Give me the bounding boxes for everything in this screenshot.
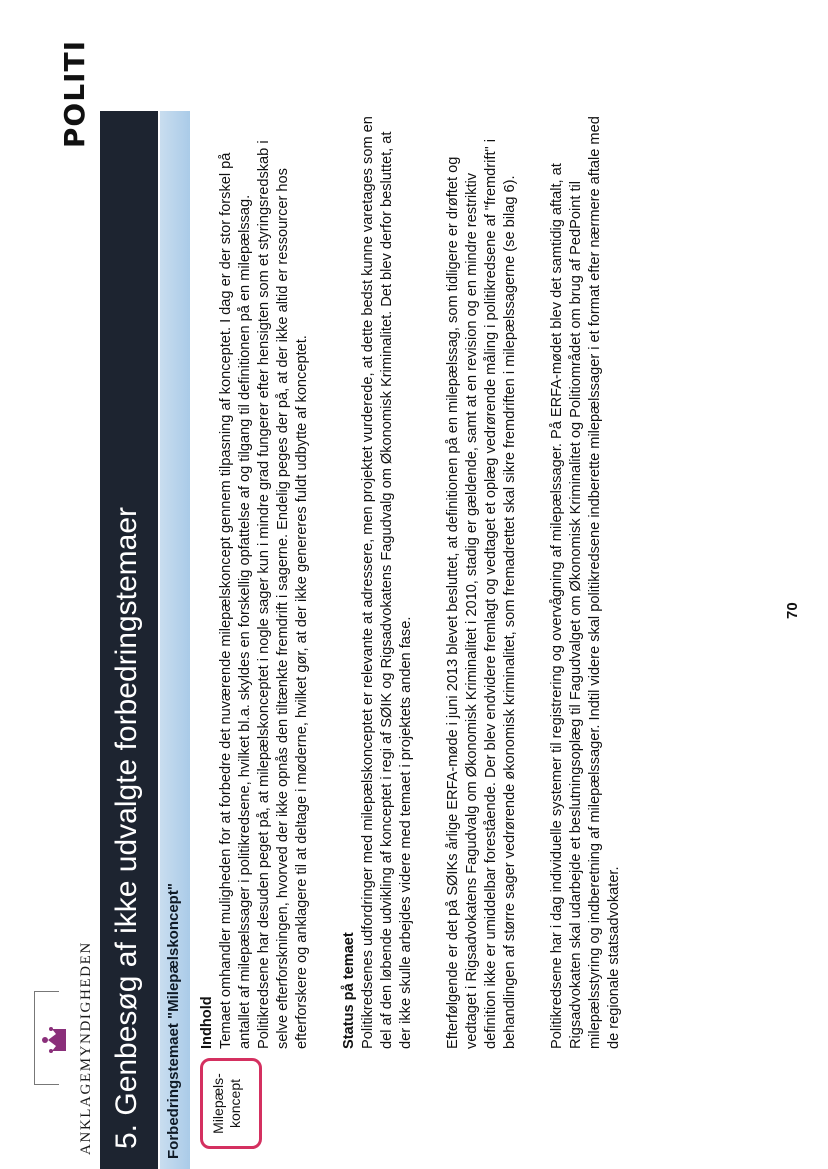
title-bar [100,111,158,1169]
org-name: ANKLAGEMYNDIGHEDEN [78,941,94,1155]
theme-tag-line1: Milepæls- [210,1073,226,1134]
theme-bar [160,111,190,1169]
crown-icon [40,1023,70,1057]
paragraph-status: Politikredsenes udfordringer med milepælskonceptet er relevante at adressere, men projektet vurderede, at dette bedst kunne varetages som en del af den løbende udvikling af konceptet i regi af SØIK og Rigsadvokatens Fagudvalg om Økonomisk Kriminalitet. Det blev derfor besluttet, at der ikke skulle arbejdes videre med temaet i projektets anden fase. [360,116,414,1049]
theme-tag-box [200,1058,262,1149]
page-title: 5. Genbesøg af ikke udvalgte forbedringstemaer [110,506,143,1149]
content-body [198,114,652,1049]
section-heading-indhold: Indhold [199,996,215,1049]
section-heading-status: Status på temaet [341,932,357,1049]
page-number: 70 [784,602,801,619]
anklagemyndigheden-logo [30,935,110,1155]
paragraph-indhold: Temaet omhandler muligheden for at forbedre det nuværende milepælskoncept gennem tilpasning af konceptet. I dag er der stor forskel på antallet af milepælssager i politikredsene, hvilket bl.a. skyldes en forskellig opfattelse af og tilgang til definitionen på en milepælssag. Politikredsene har desuden peget på, at milepælskonceptet i nogle sager kun i mindre grad fungerer efter hensigten som et styringsredskab i selve efterforskningen, hvorved der ikke opnås den tiltænkte fremdrift i sagerne. Endelig peges der på, at der ikke altid er ressourcer hos efterforskere og anklagere til at deltage i møderne, hvilket gør, at der ikke genereres fuldt udbytte af konceptet. [218,140,310,1049]
paragraph-erfa: Efterfølgende er det på SØIKs årlige ERFA-møde i juni 2013 blevet besluttet, at definitionen på en milepælssag, som tidligere er drøftet og vedtaget i Rigsadvokatens Fagudvalg om Økonomisk Kriminalitet i 2010, stadig er gældende, samt at en revision og en mindre restriktiv definition ikke er umiddelbar forestående. Der blev endvidere fremlagt og vedtaget et oplæg vedrørende måling i politikredsene af "fremdrift" i behandlingen af større sager vedrørende økonomisk kriminalitet, som fremadrettet skal sikre fremdriften i milepælssagerne (se bilag 6). [445,139,518,1049]
theme-tag-text [210,1061,244,1146]
theme-tag-line2: koncept [227,1078,243,1129]
paragraph-systems: Politikredsene har i dag individuelle systemer til registrering og overvågning af milepælssager. På ERFA-mødet blev det samtidig aftalt, at Rigsadvokaten skal udarbejde et beslutningsoplæg til Fagudvalget om Økonomisk Kriminalitet og Politiområdet om brug af PedPoint til milepælsstyring og indberetning af milepælssager. Indtil videre skal politikredsene indberette milepælssager i et format efter nærmere aftale med de regionale statsadvokater. [549,116,622,1049]
theme-title: Forbedringstemaet "Milepælskoncept" [165,883,182,1159]
politi-logo: POLITI [58,40,91,149]
